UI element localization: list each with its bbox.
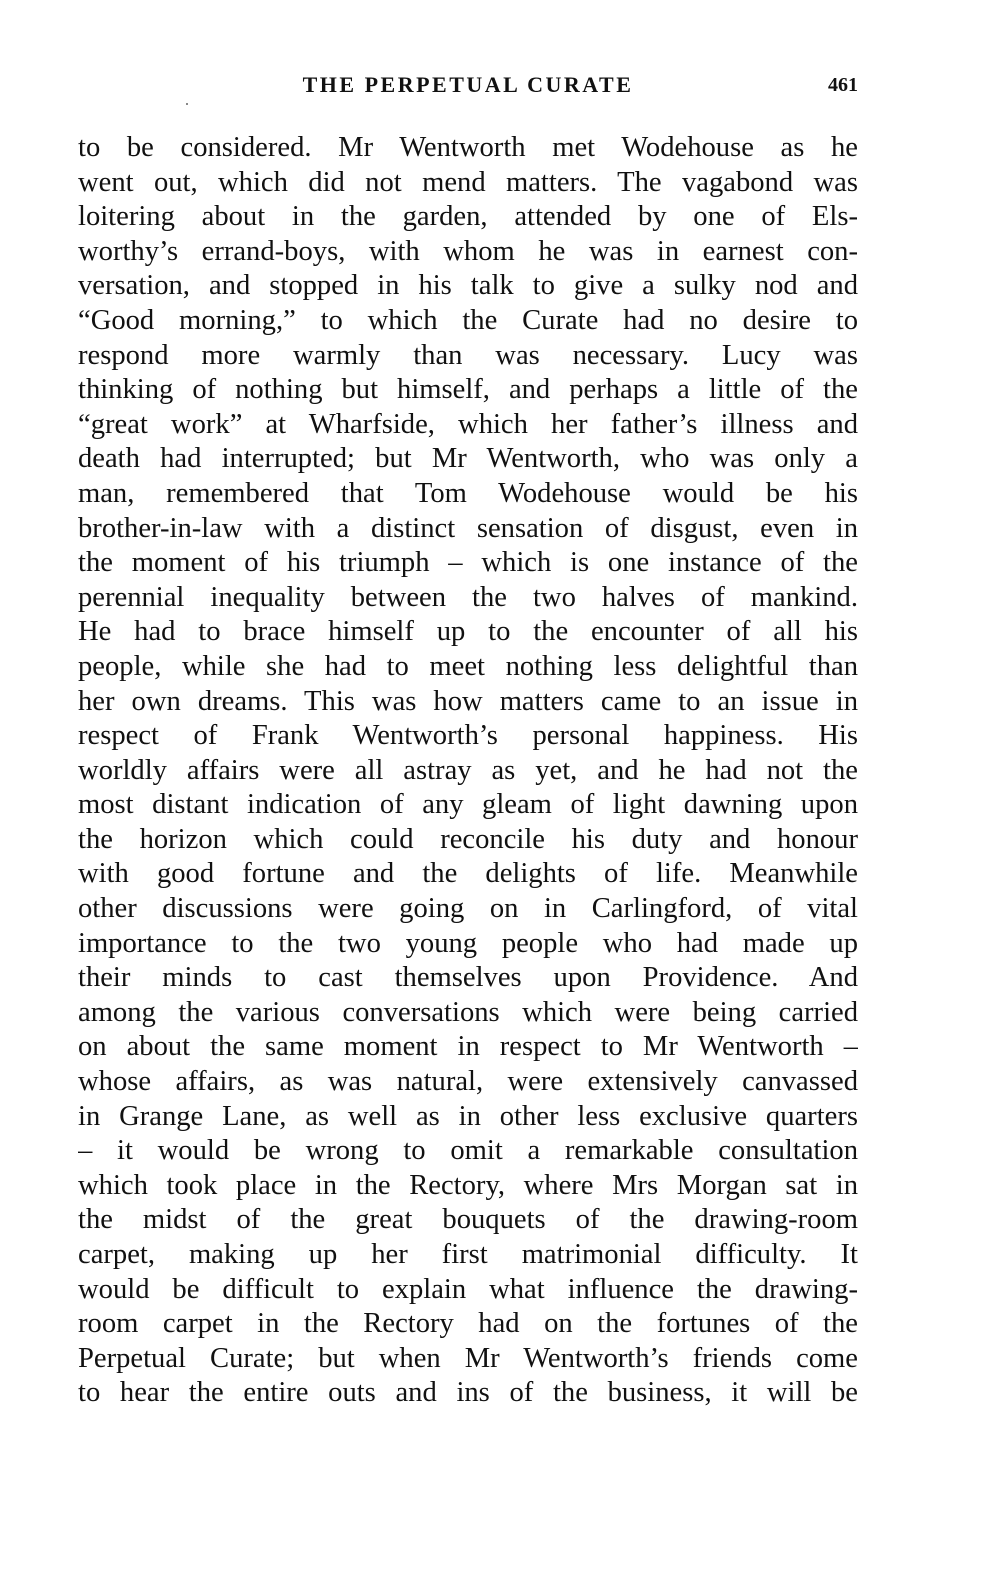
text-line: importance to the two young people who had made up [78,927,858,959]
text-line: with good fortune and the delights of life. Meanwhile [78,858,858,890]
text-line: worthy’s errand-boys, with whom he was in earnest con- [78,235,858,267]
text-line: perennial inequality between the two halves of mankind. [78,581,858,613]
text-line: He had to brace himself up to the encounter of all his [78,616,858,648]
text-line: in Grange Lane, as well as in other less exclusive quarters [78,1100,858,1132]
text-line: man, remembered that Tom Wodehouse would be his [78,477,858,509]
text-line: respect of Frank Wentworth’s personal happiness. His [78,720,858,752]
text-line: death had interrupted; but Mr Wentworth, who was only a [78,443,858,475]
text-line: her own dreams. This was how matters came to an issue in [78,685,858,717]
text-line: versation, and stopped in his talk to give a sulky nod and [78,270,858,302]
text-line: Perpetual Curate; but when Mr Wentworth’s friends come [78,1342,858,1374]
print-speck [186,103,188,105]
text-line: respond more warmly than was necessary. Lucy was [78,339,858,371]
page-header [78,72,858,106]
text-line: to hear the entire outs and ins of the business, it will be [78,1377,858,1409]
text-line: “great work” at Wharfside, which her father’s illness and [78,408,858,440]
body-text [78,131,858,1411]
text-line: went out, which did not mend matters. The vagabond was [78,166,858,198]
text-line: most distant indication of any gleam of light dawning upon [78,789,858,821]
page-number: 461 [828,74,858,96]
text-line: which took place in the Rectory, where Mrs Morgan sat in [78,1169,858,1201]
text-line: among the various conversations which were being carried [78,996,858,1028]
text-line: – it would be wrong to omit a remarkable consultation [78,1135,858,1167]
text-line: the horizon which could reconcile his duty and honour [78,823,858,855]
text-line: to be considered. Mr Wentworth met Wodehouse as he [78,132,858,163]
text-line: would be difficult to explain what influence the drawing- [78,1273,858,1305]
text-line: worldly affairs were all astray as yet, and he had not the [78,754,858,786]
running-title: THE PERPETUAL CURATE [302,72,634,97]
text-line: thinking of nothing but himself, and perhaps a little of the [78,374,858,406]
text-line: on about the same moment in respect to Mr Wentworth – [78,1031,858,1063]
text-line: loitering about in the garden, attended by one of Els- [78,201,858,233]
text-line: their minds to cast themselves upon Providence. And [78,962,858,994]
text-line: the midst of the great bouquets of the drawing-room [78,1204,858,1236]
text-line: carpet, making up her first matrimonial difficulty. It [78,1239,858,1270]
text-line: “Good morning,” to which the Curate had no desire to [78,304,858,336]
text-line: room carpet in the Rectory had on the fortunes of the [78,1308,858,1340]
text-line: other discussions were going on in Carlingford, of vital [78,893,858,925]
text-line: the moment of his triumph – which is one instance of the [78,547,858,579]
text-line: people, while she had to meet nothing less delightful than [78,650,858,682]
text-line: whose affairs, as was natural, were extensively canvassed [78,1066,858,1098]
text-line: brother-in-law with a distinct sensation of disgust, even in [78,512,858,544]
